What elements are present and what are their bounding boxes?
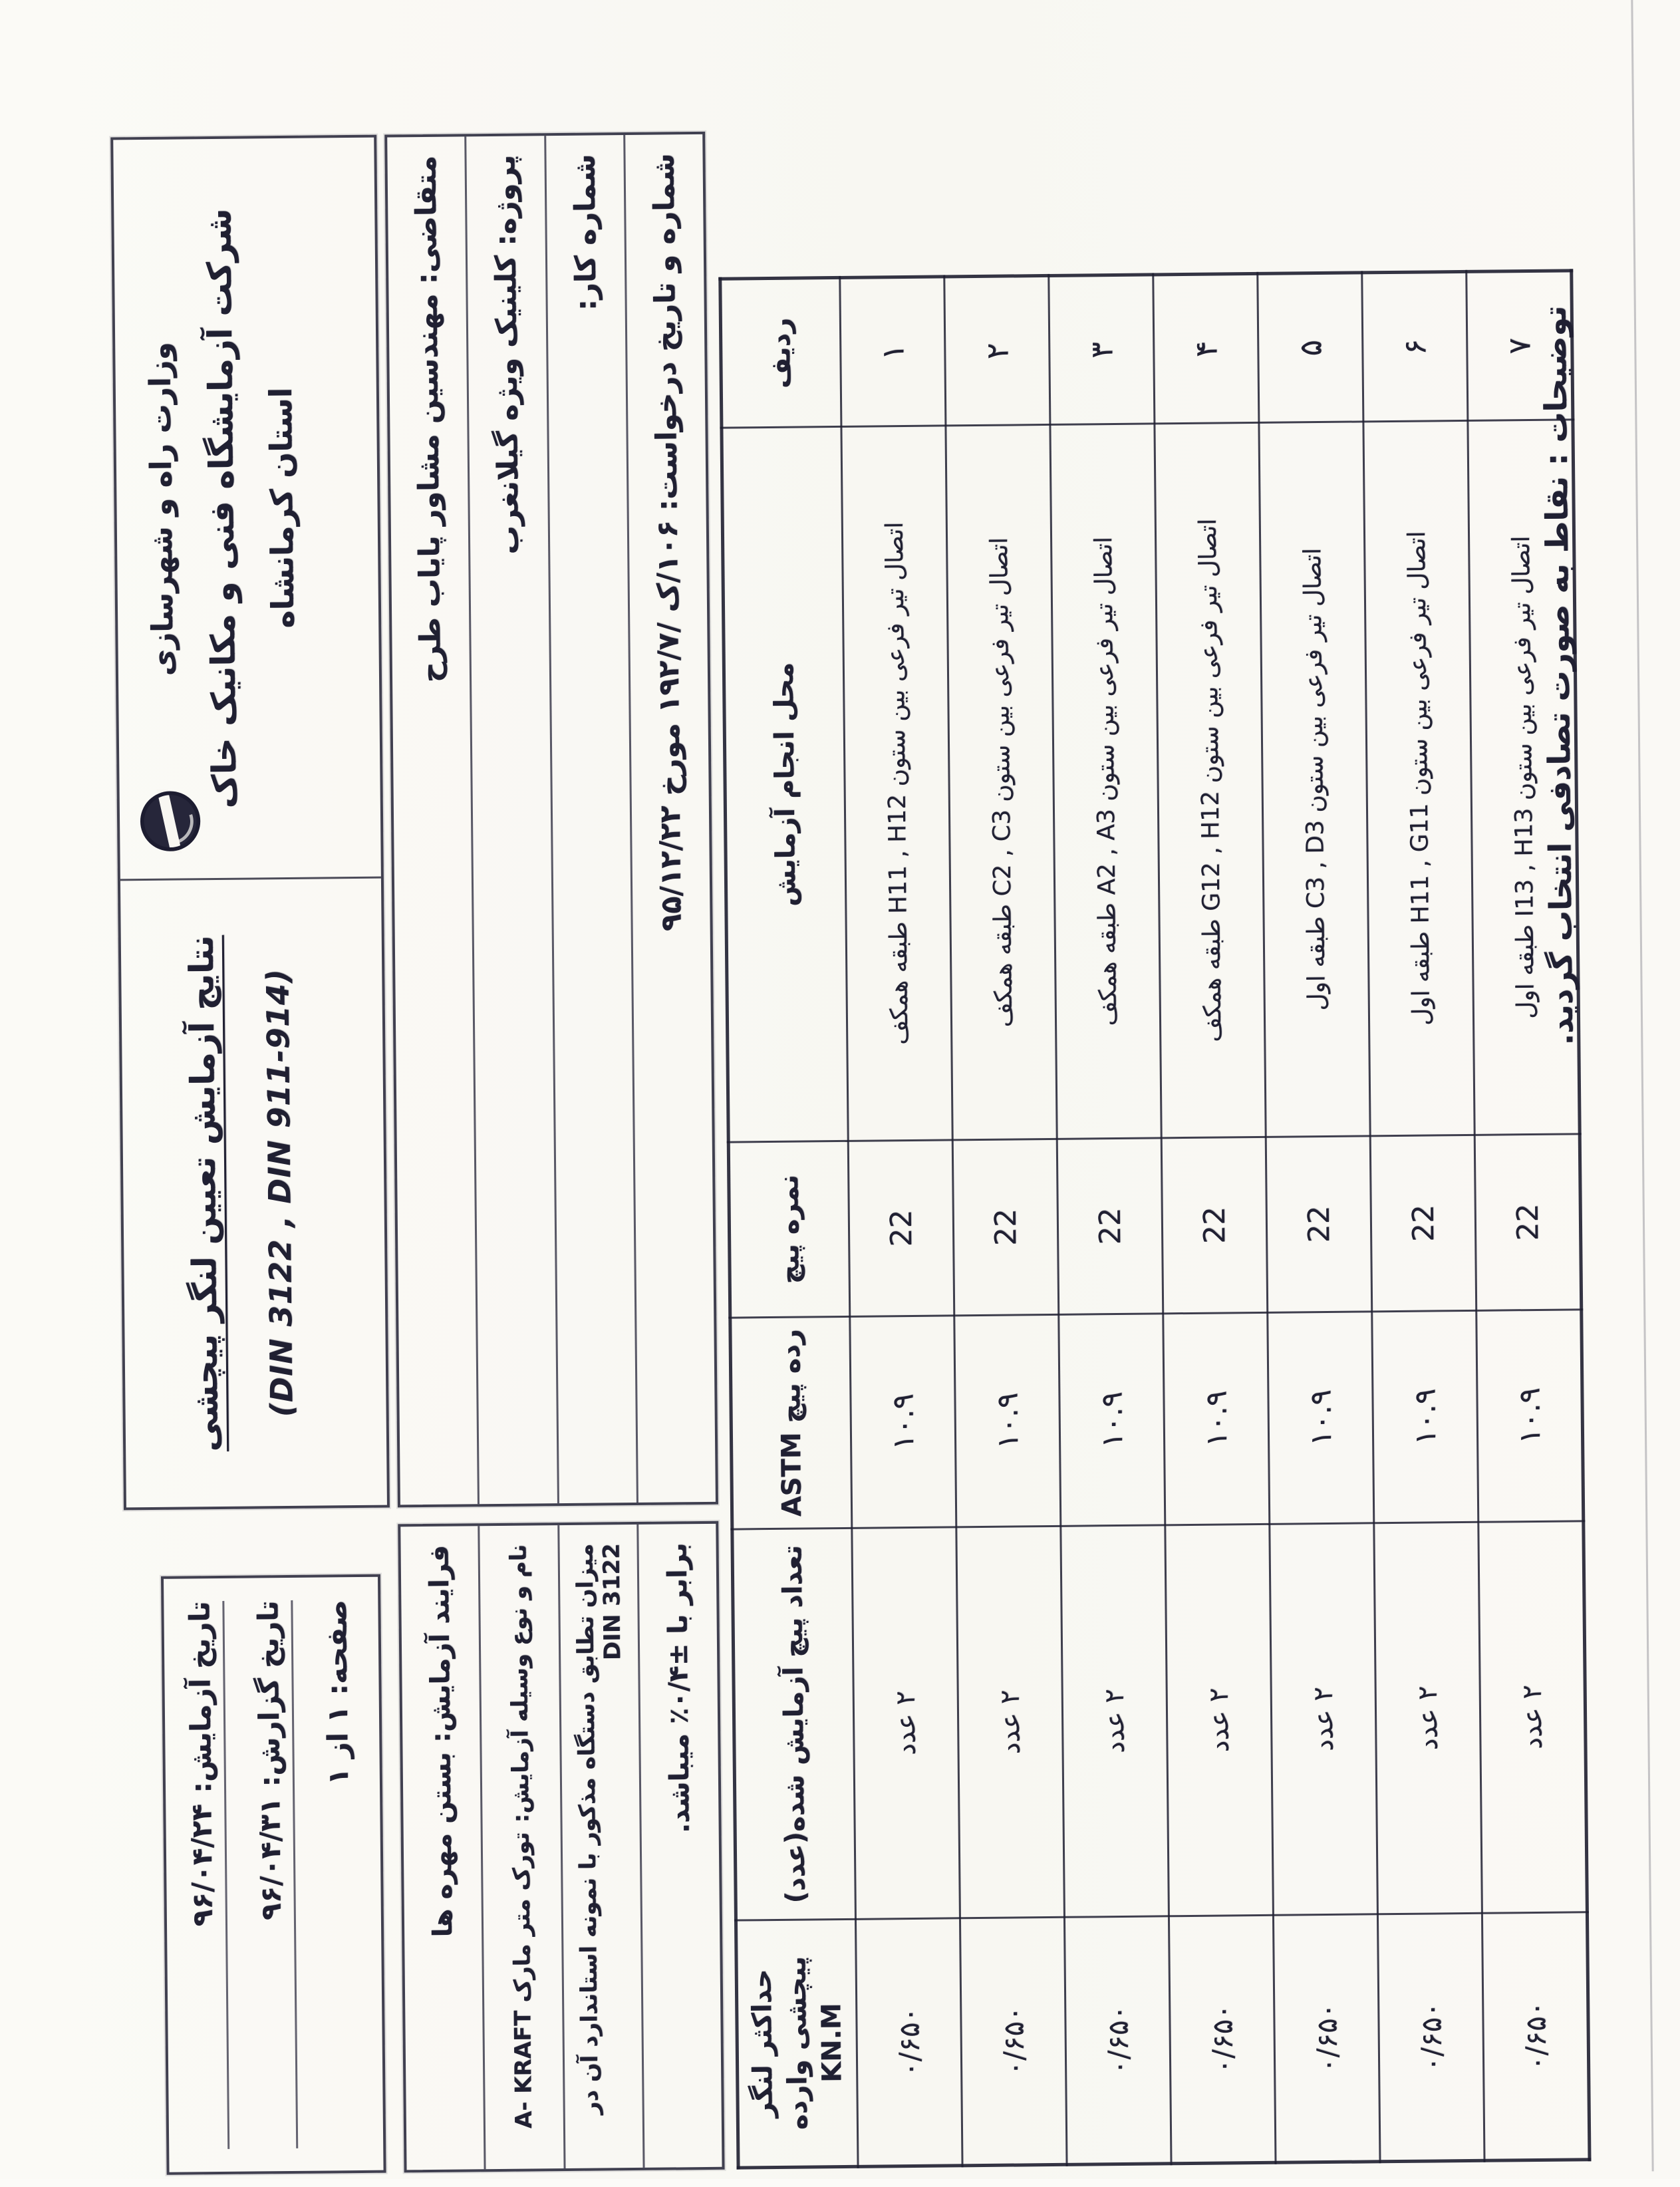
cell-row-no: ۲ [944,275,1050,426]
table-row [1049,275,1171,2164]
cell-tested-count: ۲ عدد [1165,1524,1274,1916]
cell-max-torque: ۰/۶۵۰ [1482,1912,1590,2161]
cell-tested-count: ۲ عدد [1374,1522,1482,1914]
report-date-label: تاریخ گزارش: [251,1600,286,1787]
report-date-row [251,1600,298,2149]
cell-location: اتصال تیر فرعی بین ستون C3 , D3 طبقه اول [1259,422,1370,1137]
cell-location: اتصال تیر فرعی بین ستون G12 , H12 طبقه همکف [1155,423,1266,1138]
applicant-label: متقاضی: [409,155,444,285]
test-process-row [400,1526,486,2170]
cell-tested-count: ۲ عدد [1478,1521,1588,1913]
test-date-row [183,1601,229,2150]
cell-row-no: ۶ [1362,271,1468,422]
table-row [944,275,1067,2165]
cell-max-torque: ۰/۶۵۰ [1169,1915,1276,2164]
cell-bolt-size: 22 [1370,1135,1476,1312]
col-header-bolt-size: نمره پیچ [728,1141,850,1318]
cell-location: اتصال تیر فرعی بین ستون H11 , G11 طبقه اول [1363,421,1474,1136]
page-number-row [320,1600,364,2148]
test-device-value: تورک متر مارک A- KRAFT [508,1832,538,2129]
request-info-box [384,132,718,1508]
test-process-label: فرایند آزمایش: [424,1544,457,1743]
table-row [1362,271,1484,2161]
header-box [110,135,390,1511]
cell-bolt-size: 22 [1474,1134,1582,1311]
cell-location: اتصال تیر فرعی بین ستون I13 , H13 طبقه اول [1468,420,1580,1135]
cell-location: اتصال تیر فرعی بین ستون C2 , C3 طبقه همکف [946,425,1057,1140]
report-date-value: ۹۶/۰۴/۳۱ [253,1797,287,1921]
ministry-logo-icon [138,789,203,853]
cell-max-torque: ۰/۶۵۰ [960,1917,1067,2166]
ministry-name: وزارت راه و شهرسازی [143,342,180,676]
cell-bolt-grade: ۱۰.۹ [1268,1312,1374,1525]
cell-tested-count: ۲ عدد [956,1526,1065,1918]
applicant-value: مهندسین مشاور پایاب طرح [410,293,448,683]
cell-location: اتصال تیر فرعی بین ستون H11 , H12 طبقه همکف [841,426,952,1141]
cell-bolt-size: 22 [848,1140,954,1317]
cell-bolt-grade: ۱۰.۹ [1163,1312,1270,1525]
cell-bolt-grade: ۱۰.۹ [1059,1314,1165,1527]
footnote-text: توضیحات : نقاط به صورت تصادفی انتخاب گردید. [1536,305,1580,1046]
col-header-bolt-grade: رده پیچ ASTM [730,1316,852,1529]
work-number-label: شماره کار: [568,154,603,311]
cell-bolt-size: 22 [1057,1138,1163,1315]
col-header-max-torque: حداکثر لنگر پیچشی وارده KN.M [736,1919,858,2168]
test-info-box [398,1521,724,2173]
table-row [1153,273,1276,2163]
cell-row-no: ۳ [1049,275,1155,425]
table-header-row [720,277,858,2168]
cell-tested-count: ۲ عدد [852,1527,960,1919]
cell-bolt-grade: ۱۰.۹ [954,1314,1061,1527]
cell-row-no: ۱ [840,277,946,427]
paper-fold-line [1631,0,1653,2171]
report-standard: (DIN 3122 , DIN 911-914) [259,968,300,1417]
table-row [1258,273,1380,2162]
cell-bolt-grade: ۱۰.۹ [1372,1310,1478,1523]
report-title-cell [120,879,387,1507]
test-date-label: تاریخ آزمایش: [182,1601,217,1794]
cell-bolt-size: 22 [952,1139,1059,1316]
project-label: پروژه: [488,154,523,246]
cell-location: اتصال تیر فرعی بین ستون A2 , A3 طبقه همکف [1050,424,1161,1139]
cell-tested-count: ۲ عدد [1270,1523,1378,1915]
test-process-value: بستن مهره ها [426,1751,459,1938]
cell-bolt-size: 22 [1161,1137,1268,1314]
cell-max-torque: ۰/۶۵۰ [1273,1914,1380,2163]
test-date-value: ۹۶/۰۴/۲۴ [184,1803,219,1927]
cell-bolt-size: 22 [1266,1136,1372,1313]
cell-row-no: ۵ [1258,273,1363,423]
request-number-label: شماره و تاریخ درخواست: [647,153,684,511]
cell-max-torque: ۰/۶۵۰ [1377,1913,1484,2162]
conformity-value: برابر با ±۰/۴٪ میباشد. [662,1542,696,1834]
table-row [840,277,962,2166]
company-name: شرکت آزمایشگاه فنی و مکانیک خاک [200,208,244,809]
results-table-body [840,271,1590,2166]
report-title: نتایج آزمایش تعیین لنگر پیچشی [182,935,226,1452]
cell-tested-count: ۲ عدد [1061,1525,1169,1917]
col-header-location: محل انجام آزمایش [722,427,848,1142]
test-device-label: نام و نوع وسیله آزمایش: [505,1544,535,1823]
col-header-row-no: ردیف [720,277,841,428]
page-number-label: صفحه: [319,1600,354,1695]
cell-row-no: ۷ [1467,271,1573,421]
work-number-row [546,135,638,1503]
applicant-row [387,136,480,1505]
col-header-tested-count: تعداد پیچ آزمایش شده(عدد) [732,1528,856,1920]
project-value: کلینیک ویژه گیلانغرب [490,255,526,555]
conformity-text: میزان تطابق دستگاه مذکور با نمونه استاندارد آن در DIN 3122 [571,1543,626,2115]
project-row [466,136,559,1504]
conformity-value-row [638,1524,722,2168]
organization-cell [113,138,381,881]
footnote [1537,305,1580,1045]
dates-box [161,1574,386,2175]
results-table [718,269,1591,2169]
conformity-row [559,1525,645,2168]
page-number-value: ۱ از ۱ [321,1705,354,1785]
request-number-value: ۱۰۶/ک /۱۹۲/۷ مورخ ۹۵/۱۲/۲۲ [650,519,688,932]
cell-bolt-grade: ۱۰.۹ [850,1316,956,1529]
cell-max-torque: ۰/۶۵۰ [1064,1916,1171,2165]
cell-row-no: ۴ [1153,273,1259,424]
cell-max-torque: ۰/۶۵۰ [855,1918,962,2167]
request-number-row [625,134,716,1503]
test-device-row [480,1525,566,2169]
province-name: استان کرمانشاه [262,387,301,629]
cell-bolt-grade: ۱۰.۹ [1476,1310,1584,1523]
